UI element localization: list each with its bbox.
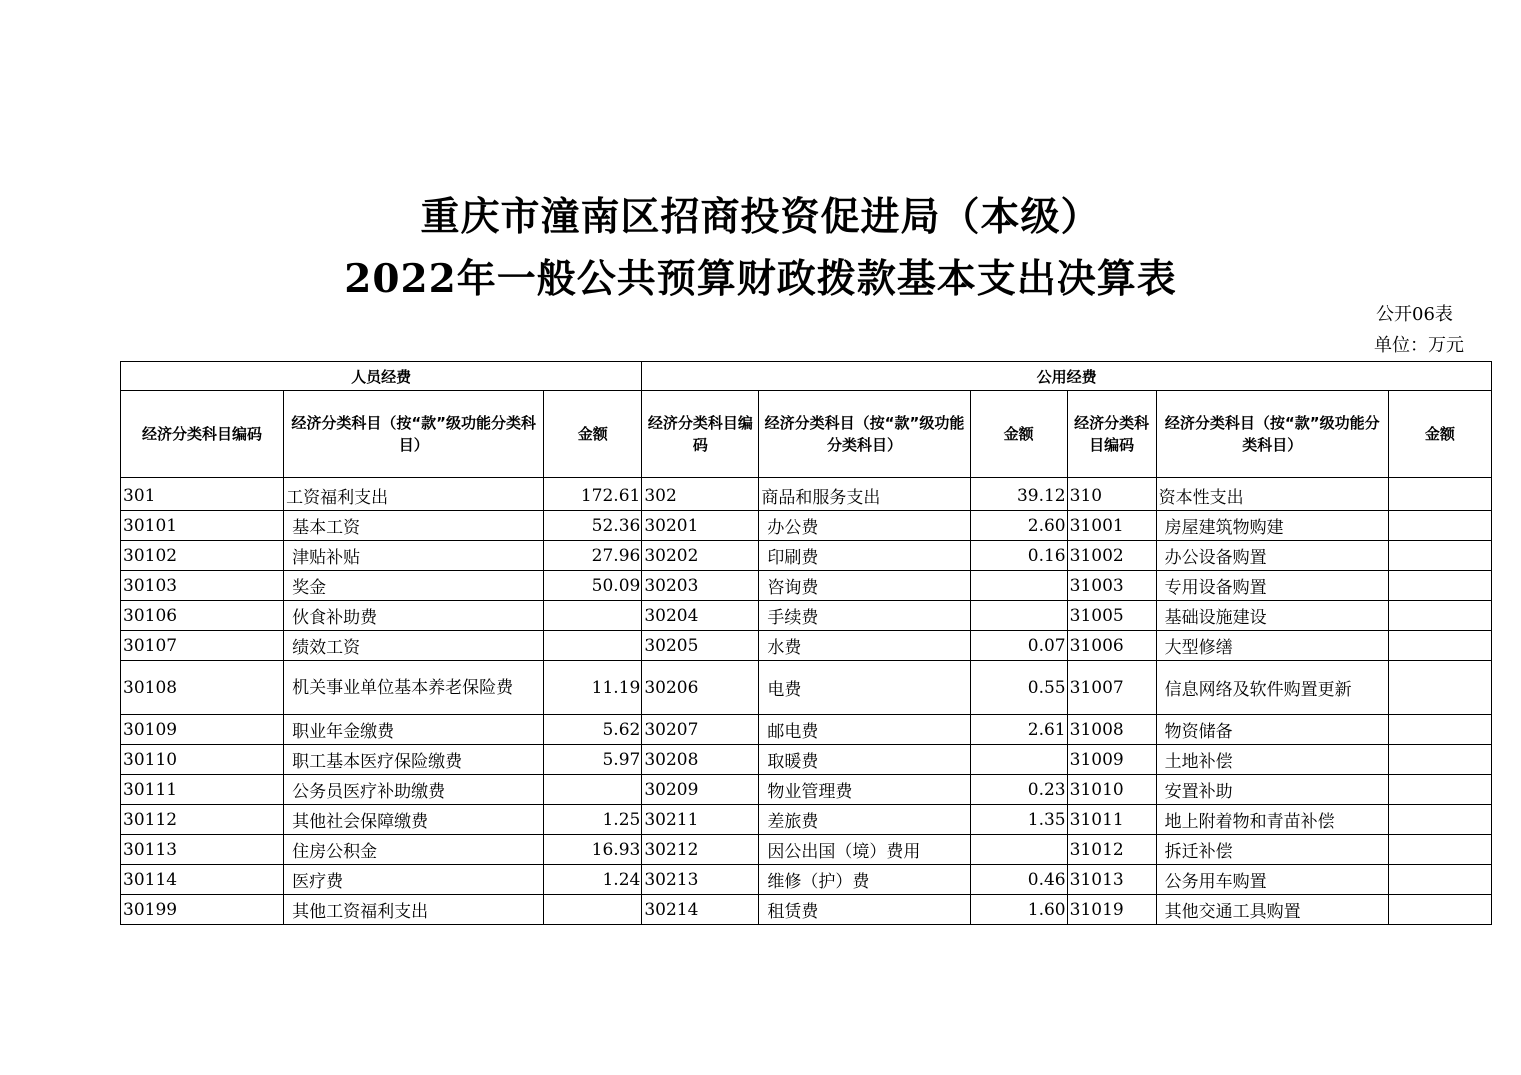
cell-a3 bbox=[1388, 895, 1491, 925]
header-code-3: 经济分类科目编码 bbox=[1067, 391, 1156, 478]
unit-label: 单位：万元 bbox=[1374, 335, 1464, 356]
cell-c2: 30202 bbox=[642, 541, 759, 571]
cell-a2: 0.23 bbox=[970, 775, 1067, 805]
cell-a3 bbox=[1388, 805, 1491, 835]
table-row bbox=[121, 631, 1492, 661]
cell-n3: 物资储备 bbox=[1156, 715, 1388, 745]
cell-a3 bbox=[1388, 478, 1491, 511]
table-body bbox=[121, 362, 1492, 925]
cell-n3: 基础设施建设 bbox=[1156, 601, 1388, 631]
cell-a1: 52.36 bbox=[544, 511, 642, 541]
cell-c3: 31019 bbox=[1067, 895, 1156, 925]
cell-a2: 0.16 bbox=[970, 541, 1067, 571]
cell-c1: 30199 bbox=[121, 895, 284, 925]
cell-a1 bbox=[544, 775, 642, 805]
cell-a3 bbox=[1388, 541, 1491, 571]
cell-c2: 30204 bbox=[642, 601, 759, 631]
cell-n1: 其他工资福利支出 bbox=[284, 895, 544, 925]
group-public: 公用经费 bbox=[642, 362, 1492, 391]
cell-a1: 1.25 bbox=[544, 805, 642, 835]
cell-c1: 30108 bbox=[121, 661, 284, 715]
cell-a2: 0.55 bbox=[970, 661, 1067, 715]
header-amount-3: 金额 bbox=[1388, 391, 1491, 478]
cell-n2: 维修（护）费 bbox=[759, 865, 970, 895]
cell-n1: 其他社会保障缴费 bbox=[284, 805, 544, 835]
table-code: 公开06表 bbox=[1376, 304, 1453, 325]
cell-a2: 0.46 bbox=[970, 865, 1067, 895]
table-row bbox=[121, 601, 1492, 631]
cell-n3: 安置补助 bbox=[1156, 775, 1388, 805]
cell-c2: 30201 bbox=[642, 511, 759, 541]
cell-n3: 土地补偿 bbox=[1156, 745, 1388, 775]
table-row bbox=[121, 571, 1492, 601]
cell-a1 bbox=[544, 631, 642, 661]
cell-c2: 30211 bbox=[642, 805, 759, 835]
cell-a2 bbox=[970, 835, 1067, 865]
cell-n2: 咨询费 bbox=[759, 571, 970, 601]
cell-n1: 公务员医疗补助缴费 bbox=[284, 775, 544, 805]
cell-c3: 31001 bbox=[1067, 511, 1156, 541]
cell-c2: 30213 bbox=[642, 865, 759, 895]
cell-a3 bbox=[1388, 715, 1491, 745]
cell-c1: 30103 bbox=[121, 571, 284, 601]
cell-c1: 30107 bbox=[121, 631, 284, 661]
cell-c1: 30101 bbox=[121, 511, 284, 541]
cell-c3: 31005 bbox=[1067, 601, 1156, 631]
cell-n1: 基本工资 bbox=[284, 511, 544, 541]
cell-a3 bbox=[1388, 661, 1491, 715]
cell-n2: 因公出国（境）费用 bbox=[759, 835, 970, 865]
cell-a1: 16.93 bbox=[544, 835, 642, 865]
table-row bbox=[121, 745, 1492, 775]
cell-c2: 30205 bbox=[642, 631, 759, 661]
cell-c3: 31011 bbox=[1067, 805, 1156, 835]
header-amount-2: 金额 bbox=[970, 391, 1067, 478]
cell-c3: 31009 bbox=[1067, 745, 1156, 775]
cell-c1: 30106 bbox=[121, 601, 284, 631]
report-title-line1: 重庆市潼南区招商投资促进局（本级） bbox=[420, 194, 1101, 240]
cell-a1: 5.97 bbox=[544, 745, 642, 775]
cell-a3 bbox=[1388, 631, 1491, 661]
cell-n2: 印刷费 bbox=[759, 541, 970, 571]
cell-c1: 30109 bbox=[121, 715, 284, 745]
cell-c3: 31010 bbox=[1067, 775, 1156, 805]
expenditure-table bbox=[120, 361, 1492, 925]
header-code-2: 经济分类科目编码 bbox=[642, 391, 759, 478]
cell-n2: 手续费 bbox=[759, 601, 970, 631]
cell-a3 bbox=[1388, 601, 1491, 631]
cell-n2: 物业管理费 bbox=[759, 775, 970, 805]
cell-n2: 差旅费 bbox=[759, 805, 970, 835]
cell-a2 bbox=[970, 601, 1067, 631]
cell-c2: 30209 bbox=[642, 775, 759, 805]
cell-c2: 30212 bbox=[642, 835, 759, 865]
cell-n3: 拆迁补偿 bbox=[1156, 835, 1388, 865]
table-row bbox=[121, 835, 1492, 865]
cell-c3: 310 bbox=[1067, 478, 1156, 511]
cell-a1: 1.24 bbox=[544, 865, 642, 895]
cell-c2: 302 bbox=[642, 478, 759, 511]
report-title-line2: 2022年一般公共预算财政拨款基本支出决算表 bbox=[344, 256, 1177, 302]
cell-n3: 地上附着物和青苗补偿 bbox=[1156, 805, 1388, 835]
cell-n3: 房屋建筑物购建 bbox=[1156, 511, 1388, 541]
cell-c1: 30111 bbox=[121, 775, 284, 805]
group-personnel: 人员经费 bbox=[121, 362, 642, 391]
cell-n1: 医疗费 bbox=[284, 865, 544, 895]
cell-c1: 30102 bbox=[121, 541, 284, 571]
cell-n2: 电费 bbox=[759, 661, 970, 715]
cell-n1: 机关事业单位基本养老保险费 bbox=[284, 661, 544, 715]
table-row bbox=[121, 661, 1492, 715]
cell-a1 bbox=[544, 895, 642, 925]
cell-c3: 31012 bbox=[1067, 835, 1156, 865]
cell-a2: 2.60 bbox=[970, 511, 1067, 541]
cell-c3: 31008 bbox=[1067, 715, 1156, 745]
header-name-2: 经济分类科目（按“款”级功能分类科目） bbox=[759, 391, 970, 478]
cell-n2: 邮电费 bbox=[759, 715, 970, 745]
table-row bbox=[121, 805, 1492, 835]
cell-a3 bbox=[1388, 571, 1491, 601]
cell-n3: 信息网络及软件购置更新 bbox=[1156, 661, 1388, 715]
table-row bbox=[121, 715, 1492, 745]
cell-a2: 39.12 bbox=[970, 478, 1067, 511]
cell-n3: 资本性支出 bbox=[1156, 478, 1388, 511]
cell-n1: 伙食补助费 bbox=[284, 601, 544, 631]
table-row bbox=[121, 478, 1492, 511]
cell-a3 bbox=[1388, 511, 1491, 541]
cell-a1: 5.62 bbox=[544, 715, 642, 745]
cell-n3: 办公设备购置 bbox=[1156, 541, 1388, 571]
cell-n1: 职工基本医疗保险缴费 bbox=[284, 745, 544, 775]
cell-c2: 30203 bbox=[642, 571, 759, 601]
cell-n2: 取暖费 bbox=[759, 745, 970, 775]
cell-c2: 30214 bbox=[642, 895, 759, 925]
cell-a1 bbox=[544, 601, 642, 631]
cell-a1: 11.19 bbox=[544, 661, 642, 715]
cell-c3: 31006 bbox=[1067, 631, 1156, 661]
cell-a3 bbox=[1388, 835, 1491, 865]
table-row bbox=[121, 895, 1492, 925]
table-row bbox=[121, 541, 1492, 571]
cell-c1: 30114 bbox=[121, 865, 284, 895]
table-row bbox=[121, 775, 1492, 805]
cell-n3: 大型修缮 bbox=[1156, 631, 1388, 661]
cell-c1: 30113 bbox=[121, 835, 284, 865]
cell-a2: 1.35 bbox=[970, 805, 1067, 835]
cell-c2: 30206 bbox=[642, 661, 759, 715]
cell-a2 bbox=[970, 745, 1067, 775]
cell-a1: 172.61 bbox=[544, 478, 642, 511]
cell-a3 bbox=[1388, 745, 1491, 775]
cell-n3: 其他交通工具购置 bbox=[1156, 895, 1388, 925]
cell-n3: 公务用车购置 bbox=[1156, 865, 1388, 895]
cell-c3: 31013 bbox=[1067, 865, 1156, 895]
cell-n1: 职业年金缴费 bbox=[284, 715, 544, 745]
cell-a2: 0.07 bbox=[970, 631, 1067, 661]
cell-n2: 水费 bbox=[759, 631, 970, 661]
column-header-row bbox=[121, 391, 1492, 478]
cell-c3: 31003 bbox=[1067, 571, 1156, 601]
cell-c1: 301 bbox=[121, 478, 284, 511]
cell-n2: 商品和服务支出 bbox=[759, 478, 970, 511]
group-header-row bbox=[121, 362, 1492, 391]
cell-n1: 奖金 bbox=[284, 571, 544, 601]
cell-n3: 专用设备购置 bbox=[1156, 571, 1388, 601]
cell-c1: 30110 bbox=[121, 745, 284, 775]
cell-n1: 住房公积金 bbox=[284, 835, 544, 865]
table-row bbox=[121, 865, 1492, 895]
cell-a3 bbox=[1388, 775, 1491, 805]
cell-a2: 2.61 bbox=[970, 715, 1067, 745]
cell-n2: 办公费 bbox=[759, 511, 970, 541]
cell-a1: 27.96 bbox=[544, 541, 642, 571]
header-name-1: 经济分类科目（按“款”级功能分类科目） bbox=[284, 391, 544, 478]
cell-c2: 30208 bbox=[642, 745, 759, 775]
cell-n1: 津贴补贴 bbox=[284, 541, 544, 571]
cell-n2: 租赁费 bbox=[759, 895, 970, 925]
header-name-3: 经济分类科目（按“款”级功能分类科目） bbox=[1156, 391, 1388, 478]
cell-c1: 30112 bbox=[121, 805, 284, 835]
header-amount-1: 金额 bbox=[544, 391, 642, 478]
cell-c3: 31002 bbox=[1067, 541, 1156, 571]
cell-a2 bbox=[970, 571, 1067, 601]
cell-a2: 1.60 bbox=[970, 895, 1067, 925]
cell-a3 bbox=[1388, 865, 1491, 895]
cell-c2: 30207 bbox=[642, 715, 759, 745]
cell-n1: 工资福利支出 bbox=[284, 478, 544, 511]
cell-n1: 绩效工资 bbox=[284, 631, 544, 661]
cell-a1: 50.09 bbox=[544, 571, 642, 601]
cell-c3: 31007 bbox=[1067, 661, 1156, 715]
table-row bbox=[121, 511, 1492, 541]
header-code-1: 经济分类科目编码 bbox=[121, 391, 284, 478]
